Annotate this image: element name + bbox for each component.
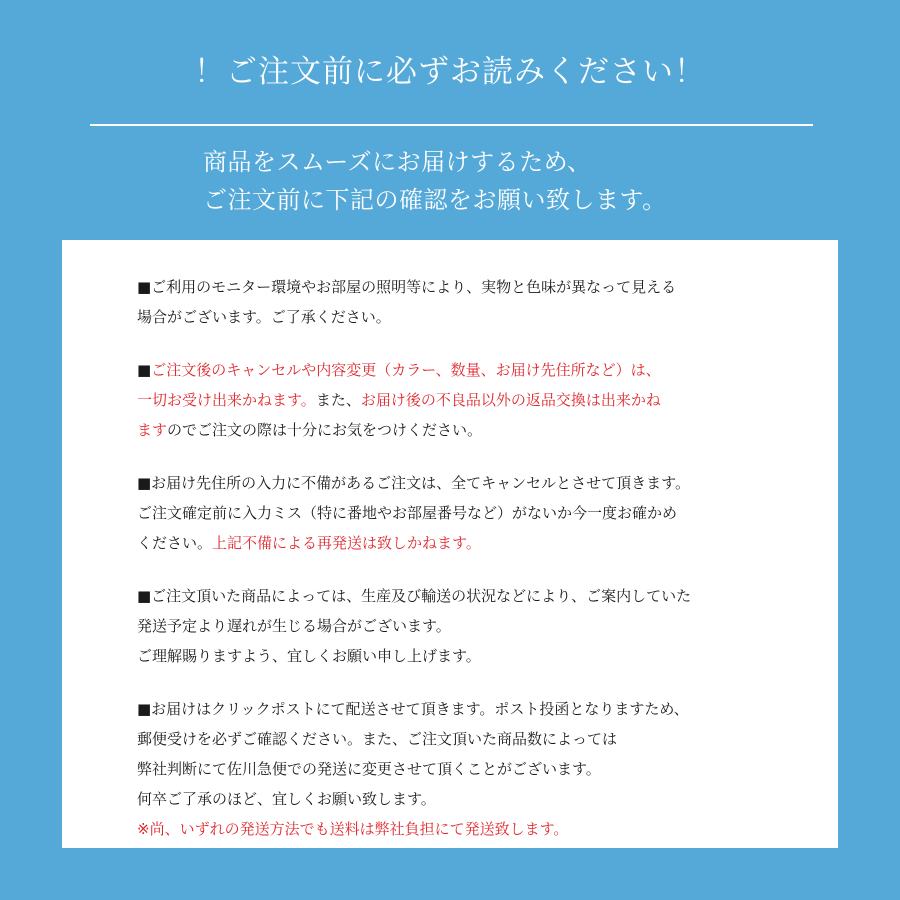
notice-text: ■ご注文頂いた商品によっては、生産及び輸送の状況などにより、ご案内していた — [137, 587, 692, 605]
notice-line — [137, 724, 807, 754]
notice-paragraph — [137, 694, 807, 844]
notice-line — [137, 355, 807, 385]
notice-text: 郵便受けを必ずご確認ください。また、ご注文頂いた商品数によっては — [137, 730, 618, 748]
notice-paragraph — [137, 581, 807, 671]
notice-line — [137, 468, 807, 498]
notice-line — [137, 694, 807, 724]
subtitle — [203, 143, 667, 219]
notice-line — [137, 528, 807, 558]
notice-text: 場合がございます。ご了承ください。 — [137, 308, 391, 326]
notice-text: ご理解賜りますよう、宜しくお願い申し上げます。 — [137, 647, 481, 665]
notice-line — [137, 498, 807, 528]
notice-line — [137, 302, 807, 332]
notice-text: ■ — [137, 361, 152, 379]
notice-emphasis-text: 一切お受け出来かねます。 — [137, 391, 316, 409]
notice-panel — [62, 240, 838, 848]
notice-line — [137, 581, 807, 611]
notice-emphasis-text: 上記不備による再発送は致しかねます。 — [212, 534, 481, 552]
notice-text: ■お届けはクリックポストにて配送させて頂きます。ポスト投函となりますため、 — [137, 700, 689, 718]
notice-text: 発送予定より遅れが生じる場合がございます。 — [137, 617, 451, 635]
notice-text: ご注文確定前に入力ミス（特に番地やお部屋番号など）がないか今一度お確かめ — [137, 504, 678, 522]
notice-line — [137, 611, 807, 641]
notice-text: ■お届け先住所の入力に不備があるご注文は、全てキャンセルとさせて頂きます。 — [137, 474, 690, 492]
notice-text: 弊社判断にて佐川急便での発送に変更させて頂くことがございます。 — [137, 760, 601, 778]
notice-line — [137, 415, 807, 445]
notice-line — [137, 814, 807, 844]
title-divider — [90, 124, 813, 126]
notice-text: 何卒ご了承のほど、宜しくお願い致します。 — [137, 790, 436, 808]
notice-text: また、 — [315, 391, 361, 409]
notice-line — [137, 385, 807, 415]
notice-paragraph — [137, 355, 807, 445]
notice-paragraph — [137, 468, 807, 558]
notice-text: のでご注文の際は十分にお気をつけください。 — [167, 421, 483, 439]
subtitle-line: ご注文前に下記の確認をお願い致します。 — [203, 186, 667, 214]
notice-emphasis-text: お届け後の不良品以外の返品交換は出来かね — [360, 391, 661, 409]
notice-line — [137, 784, 807, 814]
page-title: ！ご注文前に必ずお読みください！ — [194, 54, 706, 90]
subtitle-line: 商品をスムーズにお届けするため、 — [203, 148, 592, 176]
notice-paragraph — [137, 272, 807, 332]
notice-line — [137, 754, 807, 784]
notice-text: ■ご利用のモニター環境やお部屋の照明等により、実物と色味が異なって見える — [137, 278, 677, 296]
notice-text: ください。 — [137, 534, 213, 552]
notice-line — [137, 272, 807, 302]
notice-emphasis-text: ※尚、いずれの発送方法でも送料は弊社負担にて発送致します。 — [137, 820, 569, 838]
notice-emphasis-text: ます — [137, 421, 168, 439]
notice-line — [137, 641, 807, 671]
notice-list — [137, 272, 807, 867]
notice-emphasis-text: ご注文後のキャンセルや内容変更（カラー、数量、お届け先住所など）は、 — [151, 361, 661, 379]
